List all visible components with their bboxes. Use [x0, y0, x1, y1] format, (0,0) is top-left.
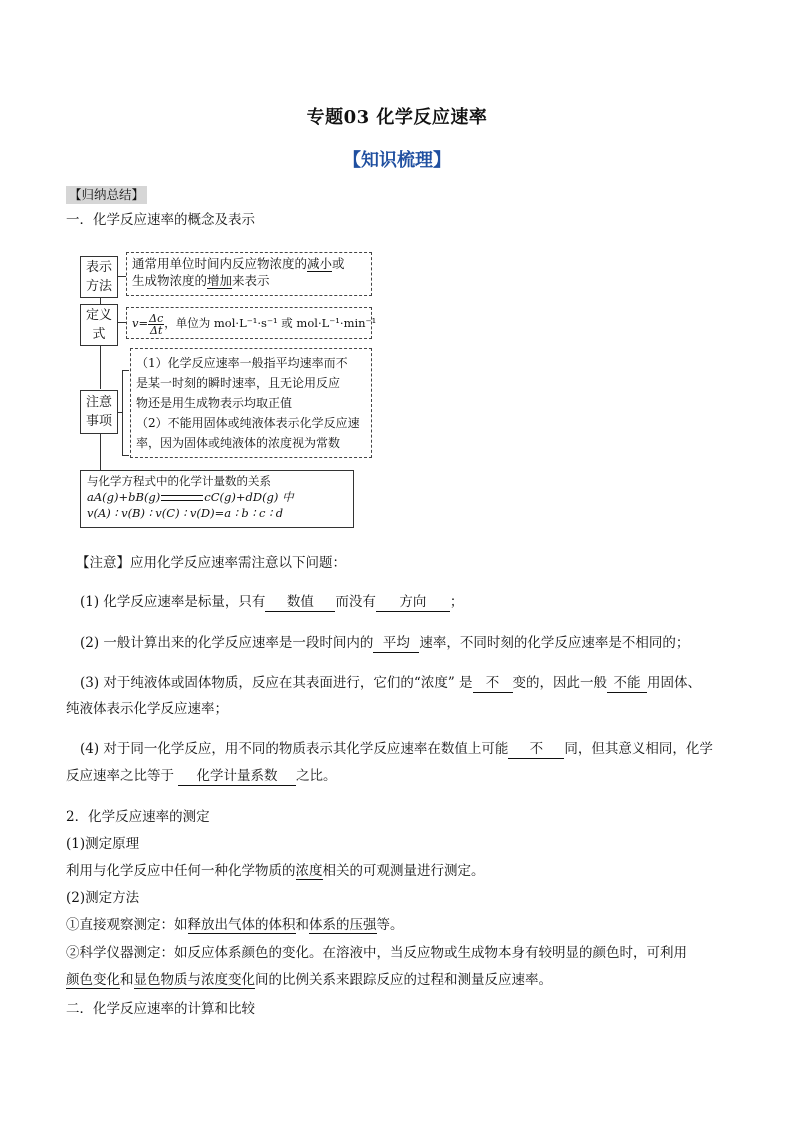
section2-method-instrument-continued: 颜色变化和显色物质与浓度变化间的比例关系来跟踪反应的过程和测量反应速率。: [66, 972, 552, 988]
note-1: (1) 化学反应速率是标量，只有 数值 而没有 方向 ；: [80, 594, 464, 610]
section3-heading: 二．化学反应速率的计算和比较: [66, 1001, 255, 1017]
label-representation-method: [80, 256, 118, 298]
section2-principle-text: 利用与化学反应中任何一种化学物质的浓度相关的可观测量进行测定。: [66, 863, 485, 879]
summary-tag: 【归纳总结】: [66, 186, 147, 204]
precaution-line: 物还是用生成物表示均取正值: [136, 396, 293, 410]
note-heading: 【注意】应用化学反应速率需注意以下问题：: [76, 555, 346, 571]
label-line: 注意: [85, 395, 112, 410]
section2-principle-heading: (1)测定原理: [66, 836, 140, 852]
definition-formula-box: v= $\frac{\Delta c}{\Delta t}$ ，单位为 mol·L⁻¹·s⁻¹ 或 mol·L⁻¹·min⁻¹: [126, 307, 372, 339]
label-line: 定义: [85, 308, 112, 323]
section1-heading: 一．化学反应速率的概念及表示: [66, 212, 255, 228]
precaution-line: 是某一时刻的瞬时速率，且无论用反应: [136, 376, 341, 390]
label-line: 式: [92, 327, 106, 342]
stoichiometry-relation-box: [80, 470, 354, 528]
relation-equation: aA(g)+bB(g) cC(g)+dD(g) 中: [87, 490, 294, 504]
equals-arrow-icon: [161, 495, 203, 501]
note-4-continued: 反应速率之比等于 化学计量系数 之比。: [66, 768, 337, 784]
label-line: 方法: [85, 279, 112, 294]
label-definition-formula: [80, 304, 118, 346]
section-subtitle: 【知识梳理】: [343, 150, 451, 171]
section2-method-direct: ①直接观察测定：如释放出气体的体积和体系的压强等。: [66, 917, 404, 933]
precaution-line: （2）不能用固体或纯液体表示化学反应速: [136, 416, 360, 430]
label-line: 表示: [85, 260, 112, 275]
representation-method-box: 通常用单位时间内反应物浓度的减小或 生成物浓度的增加来表示: [126, 252, 372, 296]
precaution-line: （1）化学反应速率一般指平均速率而不: [136, 356, 348, 370]
precaution-line: 率，因为固体或纯液体的浓度视为常数: [136, 436, 341, 450]
section2-heading: 2．化学反应速率的测定: [66, 809, 210, 825]
section2-method-heading: (2)测定方法: [66, 890, 140, 906]
relation-title: 与化学方程式中的化学计量数的关系: [87, 474, 271, 488]
note-3: (3) 对于纯液体或固体物质，反应在其表面进行，它们的“浓度” 是 不 变的，因此一般 不能 用固体、: [80, 675, 702, 691]
relation-ratio: v(A) ∶ v(B) ∶ v(C) ∶ v(D)=a ∶ b ∶ c ∶ d: [87, 506, 284, 520]
page-title: 专题03 化学反应速率: [306, 107, 488, 128]
precautions-box: [130, 348, 372, 458]
note-4: (4) 对于同一化学反应，用不同的物质表示其化学反应速率在数值上可能 不 同，但其意义相同，化学: [80, 741, 713, 757]
section2-method-instrument: ②科学仪器测定：如反应体系颜色的变化。在溶液中，当反应物或生成物本身有较明显的颜色时，可利用: [66, 945, 687, 961]
note-3-continued: 纯液体表示化学反应速率；: [66, 701, 228, 717]
concept-diagram: [80, 252, 380, 532]
label-precautions: [80, 390, 118, 434]
label-line: 事项: [85, 414, 112, 429]
note-2: (2) 一般计算出来的化学反应速率是一段时间内的 平均 速率，不同时刻的化学反应速率是不相同的；: [80, 635, 690, 651]
